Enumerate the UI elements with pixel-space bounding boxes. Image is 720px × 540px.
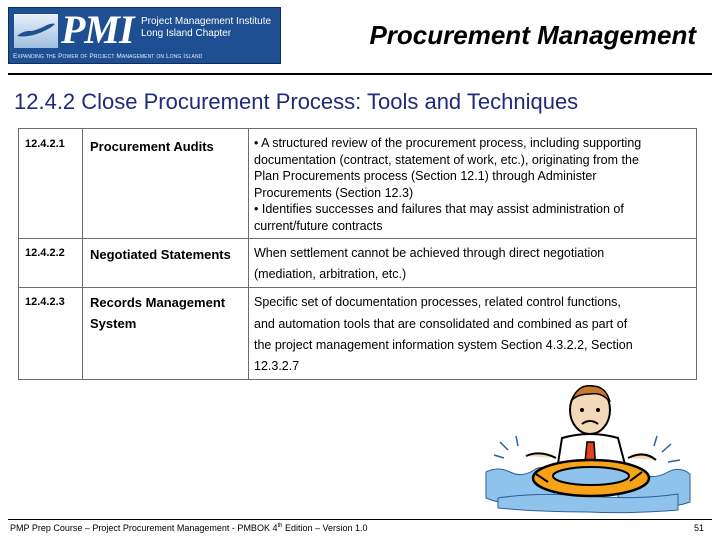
tool-description-cell <box>249 239 697 288</box>
description-line: documentation (contract, statement of work, etc.), originating from the <box>254 152 639 167</box>
description-line: Specific set of documentation processes, related control functions, <box>254 295 621 310</box>
description-line: When settlement cannot be achieved through direct negotiation <box>254 246 605 260</box>
footer-text-part: PMP Prep Course – Project Procurement Management - PMBOK 4 <box>10 523 278 533</box>
logo-tagline: Expanding the Power of Project Management on Long Island <box>13 53 203 60</box>
header-divider <box>8 73 712 75</box>
description-line: • A structured review of the procurement process, including supporting <box>254 136 642 150</box>
logo-org-line-1: Project Management Institute <box>141 16 272 27</box>
tool-name: Negotiated Statements <box>90 247 231 262</box>
tool-name-cell <box>83 129 249 239</box>
section-number: 12.4.2.3 <box>25 296 65 309</box>
section-number-cell <box>19 288 83 380</box>
section-number-cell <box>19 129 83 239</box>
table-row <box>19 239 697 288</box>
tool-description-cell <box>249 129 697 239</box>
tool-description <box>249 129 696 238</box>
drowning-man-life-ring-icon <box>478 380 698 515</box>
tool-description <box>249 239 696 287</box>
description-line: (mediation, arbitration, etc.) <box>254 267 407 282</box>
tool-name-line: System <box>90 316 137 332</box>
tool-name-cell <box>83 239 249 288</box>
tool-name-cell <box>83 288 249 380</box>
tool-description <box>249 288 696 379</box>
description-line: • Identifies successes and failures that may assist administration of <box>254 202 624 217</box>
tool-name-line: Records Management <box>90 295 226 311</box>
page-title: 12.4.2 Close Procurement Process: Tools and Techniques <box>14 89 579 114</box>
footer-course-info <box>10 523 368 533</box>
long-island-map-icon <box>14 14 58 48</box>
section-number: 12.4.2.1 <box>25 138 65 150</box>
header-title: Procurement Management <box>369 20 696 50</box>
description-line: the project management information system Section 4.3.2.2, Section <box>254 337 633 352</box>
pmi-chapter-logo <box>8 7 281 64</box>
footer-text-part: Edition – Version 1.0 <box>282 523 368 533</box>
footer-superscript: th <box>277 523 283 529</box>
description-line: 12.3.2.7 <box>254 359 300 374</box>
tool-name: Procurement Audits <box>90 139 214 154</box>
tools-techniques-table <box>18 128 697 380</box>
table-row <box>19 129 697 239</box>
table-row <box>19 288 697 380</box>
description-line: Plan Procurements process (Section 12.1) through Administer <box>254 169 597 184</box>
description-line: and automation tools that are consolidated and combined as part of <box>254 316 628 331</box>
logo-org-name <box>141 16 281 40</box>
tool-name <box>83 288 248 334</box>
section-number-cell <box>19 239 83 288</box>
description-line: Procurements (Section 12.3) <box>254 185 414 200</box>
footer-divider <box>8 519 712 520</box>
section-number: 12.4.2.2 <box>25 247 65 259</box>
pmi-wordmark: PMI <box>61 7 134 52</box>
logo-org-line-2: Long Island Chapter <box>141 28 232 39</box>
description-line: current/future contracts <box>254 218 383 233</box>
page-number: 51 <box>693 523 704 533</box>
tool-description-cell <box>249 288 697 380</box>
